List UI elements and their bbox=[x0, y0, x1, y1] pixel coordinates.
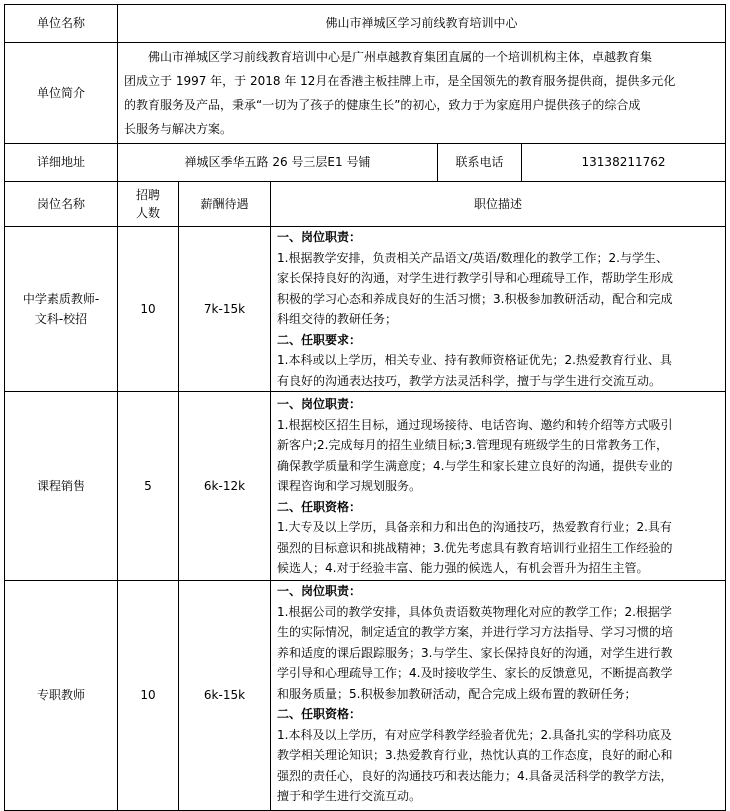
header-count bbox=[118, 182, 179, 227]
job-row bbox=[5, 392, 726, 581]
description-heading: 二、任职资格： bbox=[277, 499, 362, 514]
address-row bbox=[5, 144, 726, 182]
description-line: 学引导和心理疏导工作；4.及时接收学生、家长的反馈意见，不断提高教学 bbox=[277, 666, 673, 680]
description-line: 家长保持良好的沟通，对学生进行教学引导和心理疏导工作，帮助学生形成 bbox=[277, 271, 674, 285]
job-description bbox=[271, 581, 726, 811]
address: 禅城区季华五路 26 号三层E1 号铺 bbox=[118, 144, 438, 182]
description-line: 科组交待的教研任务； bbox=[277, 312, 398, 326]
description-line: 强烈的目标意识和挑战精神；3.优先考虑具有教育培训行业招生工作经验的 bbox=[277, 540, 673, 555]
description-heading: 二、任职资格： bbox=[277, 707, 362, 721]
org-name: 佛山市禅城区学习前线教育培训中心 bbox=[118, 5, 726, 43]
job-count: 10 bbox=[118, 227, 179, 392]
job-salary: 6k-12k bbox=[179, 392, 271, 581]
description-line: 1.大专及以上学历，具备亲和力和出色的沟通技巧，热爱教育行业；2.具有 bbox=[277, 520, 672, 534]
job-description bbox=[271, 227, 726, 392]
description-line: 候选人；4.对于经验丰富、能力强的候选人，有机会晋升为招生主管。 bbox=[277, 561, 649, 575]
job-title bbox=[5, 581, 118, 811]
description-line: 课程咨询和学习规划服务。 bbox=[277, 479, 422, 493]
description-line: 新客户;2.完成每月的招生业绩目标;3.管理现有班级学生的日常教务工作， bbox=[277, 438, 668, 452]
description-heading: 一、岗位职责： bbox=[277, 397, 362, 411]
description-line: 确保教学质量和学生满意度；4.与学生和家长建立良好的沟通，提供专业的 bbox=[277, 458, 673, 473]
job-title bbox=[5, 227, 118, 392]
org-intro bbox=[118, 43, 726, 144]
header-count-line2: 人数 bbox=[135, 206, 160, 220]
job-count: 5 bbox=[118, 392, 179, 581]
job-row bbox=[5, 581, 726, 811]
description-line: 强烈的责任心，良好的沟通技巧和表达能力；4.具备灵活科学的教学方法， bbox=[277, 768, 673, 783]
job-title-line1: 课程销售 bbox=[36, 478, 85, 493]
phone-label: 联系电话 bbox=[438, 144, 522, 182]
job-row bbox=[5, 227, 726, 392]
job-salary: 7k-15k bbox=[179, 227, 271, 392]
description-heading: 一、岗位职责： bbox=[277, 584, 362, 598]
job-count: 10 bbox=[118, 581, 179, 811]
description-line: 教学相关理论知识；3.热爱教育行业，热忱认真的工作态度，良好的耐心和 bbox=[277, 748, 673, 762]
description-line: 1.根据校区招生目标，通过现场接待、电话咨询、邀约和转介绍等方式吸引 bbox=[277, 417, 673, 432]
description-line: 有良好的沟通表达技巧，教学方法灵活科学，擅于与学生进行交流互动。 bbox=[277, 373, 662, 388]
phone: 13138211762 bbox=[522, 144, 726, 182]
header-salary: 薪酬待遇 bbox=[179, 182, 271, 227]
job-title-line1: 中学素质教师- bbox=[22, 291, 100, 306]
org-name-label: 单位名称 bbox=[5, 5, 118, 43]
org-intro-row bbox=[5, 43, 726, 144]
description-heading: 一、岗位职责： bbox=[277, 230, 362, 244]
job-title-line2: 文科-校招 bbox=[34, 312, 88, 326]
header-row bbox=[5, 182, 726, 227]
job-title bbox=[5, 392, 118, 581]
description-line: 1.本科或以上学历，相关专业、持有教师资格证优先；2.热爱教育行业、具 bbox=[277, 353, 672, 367]
address-label: 详细地址 bbox=[5, 144, 118, 182]
job-description bbox=[271, 392, 726, 581]
job-salary: 6k-15k bbox=[179, 581, 271, 811]
description-line: 1.本科及以上学历，有对应学科教学经验者优先；2.具备扎实的学科功底及 bbox=[277, 727, 672, 742]
intro-line: 的教育服务及产品，秉承“一切为了孩子的健康生长”的初心，致力于为家庭用户提供孩子的综合成 bbox=[124, 98, 641, 112]
description-line: 养和适度的课后跟踪服务；3.与学生、家长保持良好的沟通，对学生进行教 bbox=[277, 645, 673, 660]
header-count-line1: 招聘 bbox=[135, 188, 160, 202]
job-title-line1: 专职教师 bbox=[36, 688, 85, 703]
description-line: 1.根据教学安排，负责相关产品语文/英语/数理化的教学工作；2.与学生、 bbox=[277, 250, 668, 265]
header-position: 岗位名称 bbox=[5, 182, 118, 227]
header-description: 职位描述 bbox=[271, 182, 726, 227]
org-name-row bbox=[5, 5, 726, 43]
description-line: 擅于和学生进行交流互动。 bbox=[277, 789, 422, 803]
intro-line: 长服务与解决方案。 bbox=[124, 122, 233, 136]
recruitment-table bbox=[4, 4, 726, 811]
intro-line: 佛山市禅城区学习前线教育培训中心是广州卓越教育集团直属的一个培训机构主体，卓越教育集 bbox=[148, 50, 653, 64]
description-line: 积极的学习心态和养成良好的生活习惯；3.积极参加教研活动，配合和完成 bbox=[277, 291, 673, 306]
description-heading: 二、任职要求： bbox=[277, 332, 362, 347]
description-line: 和服务质量；5.积极参加教研活动，配合完成上级布置的教研任务； bbox=[277, 686, 637, 701]
org-intro-label: 单位简介 bbox=[5, 43, 118, 144]
description-line: 1.根据公司的教学安排，具体负责语数英物理化对应的教学工作；2.根据学 bbox=[277, 604, 672, 619]
description-line: 生的实际情况，制定适宜的教学方案，并进行学习方法指导、学习习惯的培 bbox=[277, 625, 674, 639]
intro-line: 团成立于 1997 年，于 2018 年 12月在香港主板挂牌上市，是全国领先的教育服务提供商，提供多元化 bbox=[124, 74, 676, 88]
